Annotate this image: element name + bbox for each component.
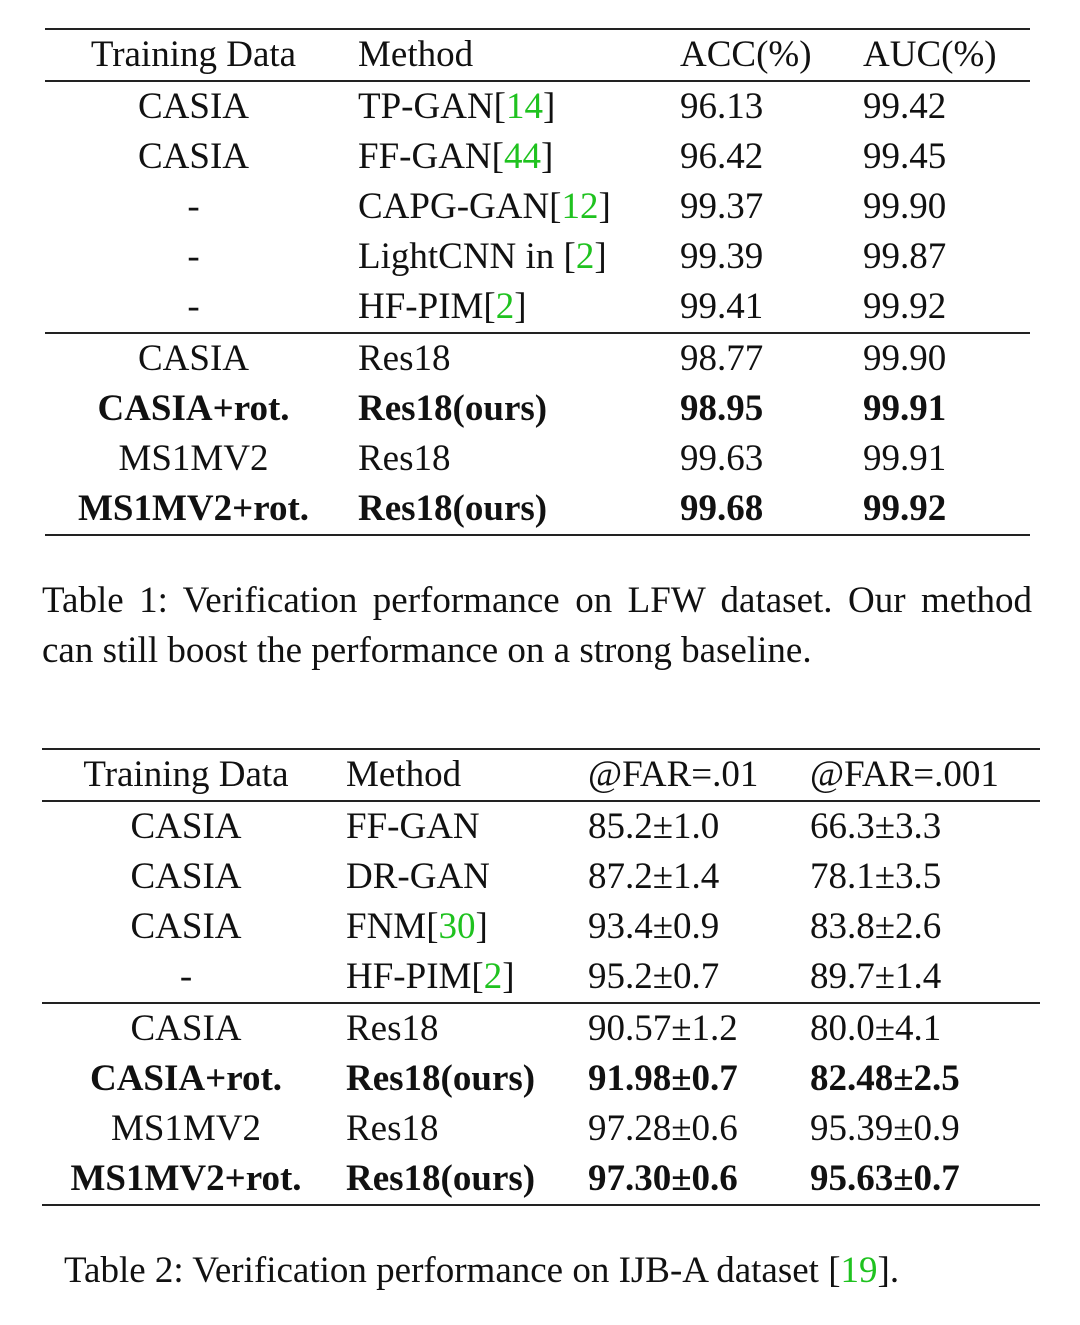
auc-cell: 99.92 [863,484,1030,535]
training-data-cell: MS1MV2 [118,438,269,479]
citation-link[interactable]: 19 [840,1250,878,1291]
auc-cell: 99.91 [863,388,947,429]
citation-link[interactable]: 2 [483,956,503,997]
caption-text: Table 2: Verification performance on IJB-A dataset [ [64,1250,841,1291]
training-data-cell: - [187,186,200,227]
table-row-ours [45,484,1030,535]
auc-cell: 99.90 [863,186,947,227]
far-001-cell: 80.0±4.1 [810,1003,1040,1054]
table-row [42,902,1040,952]
table-row-ours [42,1154,1040,1205]
table-row [45,434,1030,484]
table-row [42,1104,1040,1154]
table-1-caption: Table 1: Verification performance on LFW dataset. Our method can still boost the performance on a strong baseline. [42,580,1032,671]
training-data-cell: - [187,236,200,277]
citation-bracket: ] [502,956,515,997]
table-2-ijba [42,748,1040,1206]
method-cell [342,132,680,182]
column-header-method: Method [342,29,680,81]
method-cell: Res18 [358,438,451,479]
column-header-auc: AUC(%) [863,29,1030,81]
citation-link[interactable]: 2 [575,236,595,277]
column-header-far-001: @FAR=.001 [810,749,1040,801]
citation-bracket: ] [540,136,554,177]
training-data-cell: CASIA [45,333,342,384]
acc-cell: 99.63 [680,438,764,479]
method-cell: Res18(ours) [330,1154,588,1205]
far-01-cell: 95.2±0.7 [588,956,720,997]
method-cell: Res18(ours) [342,484,680,535]
method-name: HF-PIM[ [358,286,496,327]
training-data-cell: - [187,286,200,327]
citation-link[interactable]: 12 [561,186,599,227]
auc-cell: 99.91 [863,438,947,479]
table-1-lfw [45,28,1030,536]
citation-link[interactable]: 30 [438,906,476,947]
method-cell [330,952,588,1003]
citation-bracket: ] [594,236,607,277]
far-001-cell: 95.63±0.7 [810,1154,1040,1205]
far-01-cell: 90.57±1.2 [588,1003,810,1054]
method-cell: Res18(ours) [346,1058,536,1099]
far-001-cell: 66.3±3.3 [810,806,942,847]
method-cell: Res18 [346,1108,439,1149]
method-name: TP-GAN[ [358,86,506,127]
far-001-cell: 78.1±3.5 [810,856,942,897]
auc-cell: 99.92 [863,286,947,327]
table-header-row [45,29,1030,81]
column-header-acc: ACC(%) [680,29,863,81]
table-row-ours [45,384,1030,434]
table-row [42,952,1040,1003]
table-row [42,801,1040,852]
method-cell: FF-GAN [346,806,480,847]
training-data-cell: MS1MV2+rot. [45,484,342,535]
auc-cell: 99.87 [863,236,947,277]
far-01-cell: 87.2±1.4 [588,856,720,897]
acc-cell: 99.39 [680,236,764,277]
table-header-row [42,749,1040,801]
table-row [42,1003,1040,1054]
column-header-training-data: Training Data [42,749,330,801]
citation-bracket: ] [598,186,611,227]
column-header-method: Method [330,749,588,801]
method-cell: Res18 [342,333,680,384]
far-001-cell: 82.48±2.5 [810,1058,960,1099]
table-row [45,282,1030,333]
far-001-cell: 95.39±0.9 [810,1108,960,1149]
acc-cell: 99.37 [680,186,764,227]
training-data-cell: CASIA [42,1003,330,1054]
method-cell [342,182,680,232]
far-01-cell: 97.28±0.6 [588,1108,738,1149]
citation-link[interactable]: 44 [503,136,541,177]
table-row [45,333,1030,384]
acc-cell: 96.13 [680,86,764,127]
far-01-cell: 93.4±0.9 [588,906,720,947]
method-cell [342,232,680,282]
citation-link[interactable]: 14 [505,86,543,127]
acc-cell: 99.68 [680,484,863,535]
far-001-cell: 89.7±1.4 [810,956,942,997]
method-cell: Res18(ours) [358,388,548,429]
table-row [45,132,1030,182]
method-name: HF-PIM[ [346,956,484,997]
training-data-cell: CASIA [130,806,242,847]
method-cell: Res18 [330,1003,588,1054]
auc-cell: 99.45 [863,136,947,177]
far-001-cell: 83.8±2.6 [810,906,942,947]
column-header-far-01: @FAR=.01 [588,749,810,801]
method-name: CAPG-GAN[ [358,186,562,227]
method-cell [342,81,680,132]
column-header-training-data: Training Data [45,29,342,81]
auc-cell: 99.90 [863,333,1030,384]
method-cell: DR-GAN [346,856,490,897]
training-data-cell: CASIA [137,136,250,177]
acc-cell: 96.42 [680,136,764,177]
training-data-cell: CASIA [130,856,242,897]
far-01-cell: 97.30±0.6 [588,1154,810,1205]
caption-text-end: ]. [877,1250,900,1291]
citation-bracket: ] [475,906,488,947]
table-row [45,232,1030,282]
training-data-cell: CASIA+rot. [89,1058,283,1099]
training-data-cell: CASIA [137,86,250,127]
training-data-cell: CASIA+rot. [97,388,290,429]
table-2-caption [64,1246,1024,1296]
training-data-cell: MS1MV2+rot. [42,1154,330,1205]
auc-cell: 99.42 [863,86,947,127]
acc-cell: 98.77 [680,333,863,384]
training-data-cell: CASIA [130,906,242,947]
method-name: FF-GAN[ [358,136,504,177]
method-name: FNM[ [346,906,439,947]
table-row [45,81,1030,132]
method-name: LightCNN in [ [358,236,576,277]
acc-cell: 99.41 [680,286,764,327]
citation-bracket: ] [542,86,556,127]
table-row [42,852,1040,902]
table-row-ours [42,1054,1040,1104]
table-row [45,182,1030,232]
far-01-cell: 91.98±0.7 [588,1058,738,1099]
method-cell [342,282,680,333]
citation-bracket: ] [514,286,527,327]
training-data-cell: MS1MV2 [110,1108,262,1149]
method-cell [330,902,588,952]
acc-cell: 98.95 [680,388,764,429]
citation-link[interactable]: 2 [495,286,515,327]
far-01-cell: 85.2±1.0 [588,806,720,847]
training-data-cell: - [179,956,193,997]
